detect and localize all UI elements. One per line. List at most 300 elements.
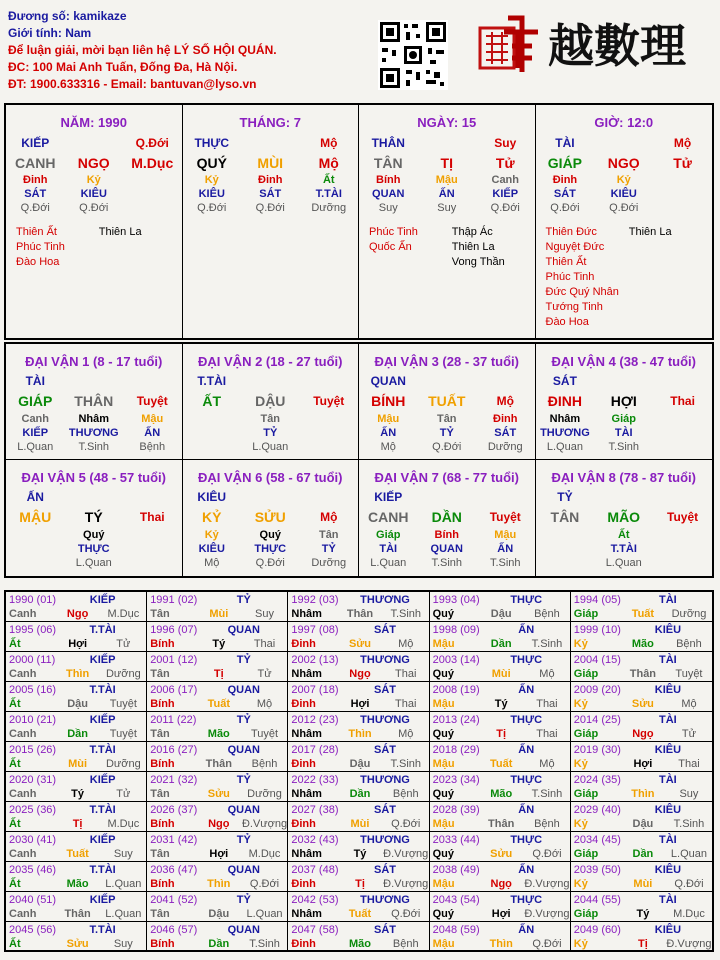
dai-van-hidden-god: THƯƠNG: [68, 427, 119, 439]
year-detail: [571, 667, 712, 681]
dai-van-god-names: [536, 542, 713, 556]
year-stem: Mậu: [432, 878, 455, 890]
year-branch: Mão: [207, 728, 230, 740]
year-phase: Đ.Vượng: [524, 878, 570, 890]
year-label: 2031 (42): [150, 833, 198, 846]
year-header: [147, 922, 287, 937]
year-label: 2039 (50): [573, 863, 621, 876]
year-label: 2045 (56): [9, 923, 57, 936]
year-branch: Tị: [496, 728, 507, 740]
dai-van-main-row: [536, 506, 713, 528]
year-header: [288, 592, 428, 607]
year-god: SÁT: [373, 923, 396, 936]
year-label: 1992 (03): [291, 593, 339, 606]
dai-van-main: Tuyệt: [667, 510, 699, 524]
dai-van-phase: L.Quan: [75, 557, 112, 569]
year-label: 2018 (29): [432, 743, 480, 756]
year-god: QUAN: [227, 923, 260, 936]
dai-van-hidden-god: ẤN: [497, 543, 514, 555]
pillar-main-row: [359, 153, 535, 173]
year-label: 2004 (15): [573, 653, 621, 666]
year-cell: [571, 802, 712, 832]
year-stem: Mậu: [432, 758, 455, 770]
year-stem: Đinh: [291, 938, 316, 950]
dai-van-main-row: [536, 390, 713, 412]
year-phase: M.Dục: [107, 818, 140, 830]
year-phase: M.Dục: [107, 608, 140, 620]
year-cell: [288, 592, 429, 622]
pillar-top-cell: Suy: [494, 136, 517, 150]
year-phase: Bệnh: [534, 608, 560, 620]
year-phase: Thai: [536, 728, 558, 740]
stars-left: [369, 225, 452, 270]
year-stem: Quý: [432, 848, 454, 860]
year-god: QUAN: [227, 863, 260, 876]
year-god: QUAN: [227, 623, 260, 636]
dai-van-phase: L.Quan: [17, 441, 54, 453]
year-cell: [571, 892, 712, 922]
year-cell: [6, 622, 147, 652]
dai-van-main-row: [359, 390, 535, 412]
dai-van-god: T.TÀI: [197, 374, 227, 388]
dai-van-god: QUAN: [370, 374, 406, 388]
dai-van-title: ĐẠI VẬN 1 (8 - 17 tuổi): [25, 354, 163, 369]
pillar-god-row: [183, 187, 359, 201]
dai-van-god-row: [6, 372, 182, 390]
year-detail: [571, 937, 712, 951]
year-detail: [6, 907, 146, 921]
year-branch: Tý: [71, 788, 85, 800]
dai-van-title: ĐẠI VẬN 2 (18 - 27 tuổi): [198, 354, 343, 369]
year-phase: Tuyệt: [675, 668, 703, 680]
year-header: [6, 622, 146, 637]
year-branch: Mão: [631, 638, 654, 650]
year-header: [288, 862, 428, 877]
year-cell: [288, 772, 429, 802]
year-header: [571, 592, 712, 607]
year-phase: Đ.Vượng: [383, 878, 429, 890]
year-header: [147, 802, 287, 817]
pillar-god: SÁT: [24, 188, 47, 200]
dai-van-hidden-stem: Mậu: [141, 413, 164, 425]
dai-van-hidden-god: THƯƠNG: [540, 427, 590, 439]
dai-van-god-names: [6, 426, 182, 440]
pillar-column: [536, 105, 713, 338]
year-detail: [430, 757, 570, 771]
year-header: [571, 682, 712, 697]
dai-van-hidden-stem: Bính: [434, 529, 459, 541]
dai-van-main: TÝ: [84, 509, 103, 525]
year-god: TÀI: [659, 713, 677, 726]
pillar-hidden-stem: Canh: [491, 174, 519, 186]
dai-van-hidden-god: TỶ: [321, 543, 336, 555]
year-header: [6, 772, 146, 787]
year-header: [147, 892, 287, 907]
year-phase: Thai: [678, 758, 700, 770]
year-branch: Mùi: [68, 758, 88, 770]
year-detail: [288, 847, 428, 861]
pillar-title: NGÀY: 15: [417, 115, 477, 130]
year-cell: [288, 922, 429, 952]
year-label: 2028 (39): [432, 803, 480, 816]
year-label: 2024 (35): [573, 773, 621, 786]
year-god: T.TÀI: [89, 743, 116, 756]
year-stem: Tân: [150, 668, 170, 680]
dai-van-hidden-stem: Nhâm: [549, 413, 581, 425]
dai-van-hidden-god: KIẾP: [22, 427, 49, 439]
year-header: [147, 832, 287, 847]
dai-van-phase: T.Sinh: [608, 441, 640, 453]
pillar-column: [359, 105, 536, 338]
year-phase: Suy: [679, 788, 699, 800]
year-cell: [571, 652, 712, 682]
year-cell: [6, 592, 147, 622]
year-cell: [6, 892, 147, 922]
year-cell: [147, 802, 288, 832]
year-branch: Tý: [636, 908, 650, 920]
dai-van-hidden-stem: Đinh: [493, 413, 518, 425]
year-cell: [147, 862, 288, 892]
year-branch: Thân: [205, 758, 232, 770]
dai-van-main: ĐINH: [547, 393, 583, 409]
dai-van-hidden-god: ẤN: [144, 427, 161, 439]
year-label: 2033 (44): [432, 833, 480, 846]
year-phase: Tuyệt: [109, 698, 137, 710]
pillar-hidden-stem: Bính: [376, 174, 401, 186]
year-detail: [6, 637, 146, 651]
year-detail: [430, 877, 570, 891]
year-phase: Mộ: [398, 638, 414, 650]
year-phase: Mộ: [539, 758, 555, 770]
year-phase: M.Dục: [673, 908, 705, 920]
year-branch: Thìn: [348, 728, 372, 740]
year-header: [147, 742, 287, 757]
pillar-title: NĂM: 1990: [60, 115, 127, 130]
year-branch: Dậu: [632, 818, 654, 830]
pillar-phase: Q.Đới: [550, 202, 580, 214]
pillar-main-cell: NGỌ: [77, 155, 110, 171]
year-god: TỶ: [236, 773, 251, 786]
year-detail: [147, 667, 287, 681]
year-header: [288, 622, 428, 637]
pillar-hidden-stem: Kỷ: [204, 174, 219, 186]
year-branch: Tuất: [489, 758, 513, 770]
pillar-main-cell: NGỌ: [607, 155, 640, 171]
year-label: 2003 (14): [432, 653, 480, 666]
dai-van-hidden-row: [183, 528, 359, 542]
year-god: THỰC: [510, 593, 543, 606]
dai-van-hidden-stem: Tân: [436, 413, 457, 425]
year-stem: Kỷ: [573, 878, 588, 890]
dai-van-phase-row: [536, 556, 713, 570]
year-detail: [288, 907, 428, 921]
year-god: THƯƠNG: [360, 833, 410, 846]
year-header: [288, 802, 428, 817]
year-branch: Thìn: [489, 938, 513, 950]
pillar-top-cell: THỰC: [194, 136, 230, 150]
year-branch: Hợi: [491, 908, 511, 920]
dai-van-phase-row: [183, 440, 359, 454]
dai-van-god: SÁT: [552, 374, 577, 388]
year-cell: [571, 832, 712, 862]
phone-email-line: ĐT: 1900.633316 - Email: bantuvan@lyso.vn: [8, 77, 257, 91]
year-phase: Thai: [395, 668, 417, 680]
year-phase: Q.Đới: [391, 908, 421, 920]
year-phase: Q.Đới: [532, 938, 562, 950]
year-cell: [571, 922, 712, 952]
year-cell: [288, 892, 429, 922]
year-god: THỰC: [510, 713, 543, 726]
year-phase: T.Sinh: [531, 638, 563, 650]
year-god: SÁT: [373, 803, 396, 816]
pillar-phase-row: [536, 201, 713, 215]
year-header: [288, 922, 428, 937]
year-detail: [430, 937, 570, 951]
year-header: [430, 682, 570, 697]
dai-van-hidden-row: [183, 412, 359, 426]
dai-van-hidden-god: TỶ: [263, 427, 278, 439]
year-header: [288, 712, 428, 727]
year-cell: [430, 622, 571, 652]
year-god: KIẾP: [89, 893, 116, 906]
year-stem: Bính: [150, 698, 175, 710]
year-cell: [288, 742, 429, 772]
year-branch: Sửu: [490, 848, 513, 860]
pillar-top-row: [183, 133, 359, 153]
year-god: ẤN: [518, 803, 535, 816]
year-branch: Tị: [355, 878, 365, 890]
year-god: THƯƠNG: [360, 653, 410, 666]
pillar-phase: Q.Đới: [490, 202, 520, 214]
star-name: Đức Quý Nhân: [545, 286, 619, 298]
dai-van-main: DẬU: [255, 393, 286, 409]
dai-van-god-names: [183, 426, 359, 440]
year-detail: [430, 847, 570, 861]
year-label: 2036 (47): [150, 863, 198, 876]
year-god: KIÊU: [654, 923, 682, 936]
dai-van-hidden-stem: Mậu: [377, 413, 400, 425]
star-name: Thiên La: [451, 241, 495, 253]
dai-van-hidden-god: THỰC: [77, 543, 110, 555]
year-cell: [147, 592, 288, 622]
pillar-main-row: [6, 153, 182, 173]
year-stem: Ất: [9, 938, 21, 950]
year-god: THƯƠNG: [360, 893, 410, 906]
year-phase: Tử: [257, 668, 272, 680]
dai-van-hidden-row: [6, 528, 182, 542]
address-line: ĐC: 100 Mai Anh Tuấn, Đống Đa, Hà Nội.: [8, 60, 238, 74]
year-detail: [430, 907, 570, 921]
owner-name: Đương số: kamikaze: [8, 9, 127, 23]
dai-van-hidden-stem: Canh: [21, 413, 49, 425]
year-label: 2041 (52): [150, 893, 198, 906]
year-detail: [430, 727, 570, 741]
year-cell: [6, 922, 147, 952]
year-god: KIÊU: [654, 623, 682, 636]
year-branch: Sửu: [207, 788, 230, 800]
year-cell: [430, 592, 571, 622]
dai-van-main-row: [6, 506, 182, 528]
dai-van-god-row: [359, 372, 535, 390]
year-stem: Ất: [9, 818, 21, 830]
year-god: KIÊU: [654, 803, 682, 816]
dai-van-god-row: [536, 488, 713, 506]
dai-van-god-row: [536, 372, 713, 390]
pillar-main-cell: MÙI: [257, 155, 284, 171]
year-cell: [430, 832, 571, 862]
year-cell: [288, 682, 429, 712]
year-phase: Đ.Vượng: [666, 938, 712, 950]
year-header: [288, 772, 428, 787]
year-phase: Mộ: [256, 698, 273, 710]
year-stem: Giáp: [573, 848, 599, 860]
year-detail: [147, 787, 287, 801]
pillar-phase: Suy: [437, 202, 457, 214]
dai-van-title: ĐẠI VẬN 7 (68 - 77 tuổi): [374, 470, 519, 485]
year-phase: Q.Đới: [391, 818, 421, 830]
year-god: TỶ: [236, 653, 251, 666]
year-label: 2002 (13): [291, 653, 339, 666]
year-header: [571, 772, 712, 787]
dai-van-main: ẤT: [202, 393, 222, 409]
year-label: 2034 (45): [573, 833, 621, 846]
year-branch: Mão: [348, 938, 371, 950]
year-phase: Suy: [113, 938, 133, 950]
year-branch: Hợi: [68, 638, 88, 650]
pillar-main-row: [183, 153, 359, 173]
dai-van-hidden-row: [359, 412, 535, 426]
year-branch: Sửu: [66, 938, 89, 950]
year-god: THƯƠNG: [360, 593, 410, 606]
year-phase: Thai: [536, 698, 558, 710]
dai-van-main: Tuyệt: [313, 394, 345, 408]
year-detail: [571, 817, 712, 831]
pillar-phase: Q.Đới: [20, 202, 50, 214]
year-stem: Giáp: [573, 788, 599, 800]
year-branch: Mùi: [491, 668, 511, 680]
year-phase: Suy: [255, 608, 274, 620]
year-detail: [430, 607, 570, 621]
year-label: 2014 (25): [573, 713, 621, 726]
pillar-phase: Q.Đới: [79, 202, 109, 214]
year-stem: Tân: [150, 788, 170, 800]
year-header: [571, 712, 712, 727]
dai-van-hidden-god: ẤN: [380, 427, 397, 439]
pillar-main-cell: QUÝ: [196, 155, 227, 171]
year-cell: [147, 652, 288, 682]
year-stem: Bính: [150, 638, 175, 650]
dai-van-main: CANH: [368, 509, 409, 525]
dai-van-main: Thai: [670, 394, 695, 408]
dai-van-hidden-stem: Quý: [259, 529, 281, 541]
year-stem: Giáp: [573, 728, 599, 740]
year-cell: [288, 622, 429, 652]
year-stem: Quý: [432, 668, 454, 680]
year-cell: [571, 622, 712, 652]
dai-van-main: GIÁP: [18, 393, 53, 409]
year-god: QUAN: [227, 803, 260, 816]
stars-right: [452, 225, 535, 270]
dai-van-hidden-god: THỰC: [254, 543, 287, 555]
dai-van-main-row: [183, 506, 359, 528]
year-cell: [430, 682, 571, 712]
dai-van-phase: L.Quan: [370, 557, 407, 569]
pillar-phase: Q.Đới: [609, 202, 639, 214]
year-phase: Đ.Vượng: [383, 848, 429, 860]
year-cell: [430, 862, 571, 892]
year-label: 2000 (11): [9, 653, 56, 666]
year-detail: [571, 697, 712, 711]
year-stem: Canh: [9, 728, 37, 740]
year-cell: [571, 712, 712, 742]
year-branch: Ngọ: [632, 728, 654, 740]
year-detail: [6, 877, 146, 891]
year-branch: Thân: [629, 668, 657, 680]
year-detail: [147, 907, 287, 921]
year-label: 2047 (58): [291, 923, 339, 936]
year-detail: [147, 727, 287, 741]
stars-right: [99, 225, 182, 270]
pillar-hidden-row: [183, 173, 359, 187]
year-phase: Dưỡng: [105, 668, 141, 680]
year-cell: [6, 832, 147, 862]
dai-van-cell: [6, 344, 183, 460]
year-header: [6, 712, 146, 727]
pillar-god-row: [359, 187, 535, 201]
year-header: [6, 652, 146, 667]
year-stem: Nhâm: [291, 788, 322, 800]
year-detail: [6, 667, 146, 681]
pillar-stars: [536, 225, 713, 330]
dai-van-main: BÍNH: [371, 393, 406, 409]
year-stem: Kỷ: [573, 638, 588, 650]
pillar-phase: Q.Đới: [255, 202, 285, 214]
year-stem: Nhâm: [291, 728, 322, 740]
year-label: 2040 (51): [9, 893, 57, 906]
year-phase: L.Quan: [246, 908, 283, 920]
year-label: 2023 (34): [432, 773, 480, 786]
year-header: [6, 682, 146, 697]
year-branch: Ngọ: [349, 668, 371, 680]
dai-van-phase: L.Quan: [252, 441, 289, 453]
dai-van-phase: Q.Đới: [255, 557, 285, 569]
year-phase: Q.Đới: [249, 878, 280, 890]
dai-van-hidden-god: T.TÀI: [610, 543, 637, 555]
year-header: [147, 652, 287, 667]
year-label: 2025 (36): [9, 803, 57, 816]
pillar-main-cell: TỊ: [440, 155, 453, 171]
dai-van-phase: Dưỡng: [487, 441, 523, 453]
pillar-hidden-stem: Kỷ: [616, 174, 631, 186]
dai-van-main: Tuyệt: [136, 394, 168, 408]
year-stem: Mậu: [432, 638, 455, 650]
year-header: [430, 922, 570, 937]
year-label: 1997 (08): [291, 623, 339, 636]
year-header: [6, 832, 146, 847]
year-detail: [6, 937, 146, 951]
year-cell: [430, 742, 571, 772]
pillar-column: [183, 105, 360, 338]
year-detail: [430, 697, 570, 711]
year-header: [147, 712, 287, 727]
year-god: SÁT: [373, 683, 396, 696]
year-cell: [288, 832, 429, 862]
pillar-top-cell: Mộ: [320, 136, 338, 150]
year-header: [6, 592, 146, 607]
dai-van-main: TÂN: [550, 509, 580, 525]
year-branch: Mùi: [633, 878, 653, 890]
year-header: [147, 772, 287, 787]
